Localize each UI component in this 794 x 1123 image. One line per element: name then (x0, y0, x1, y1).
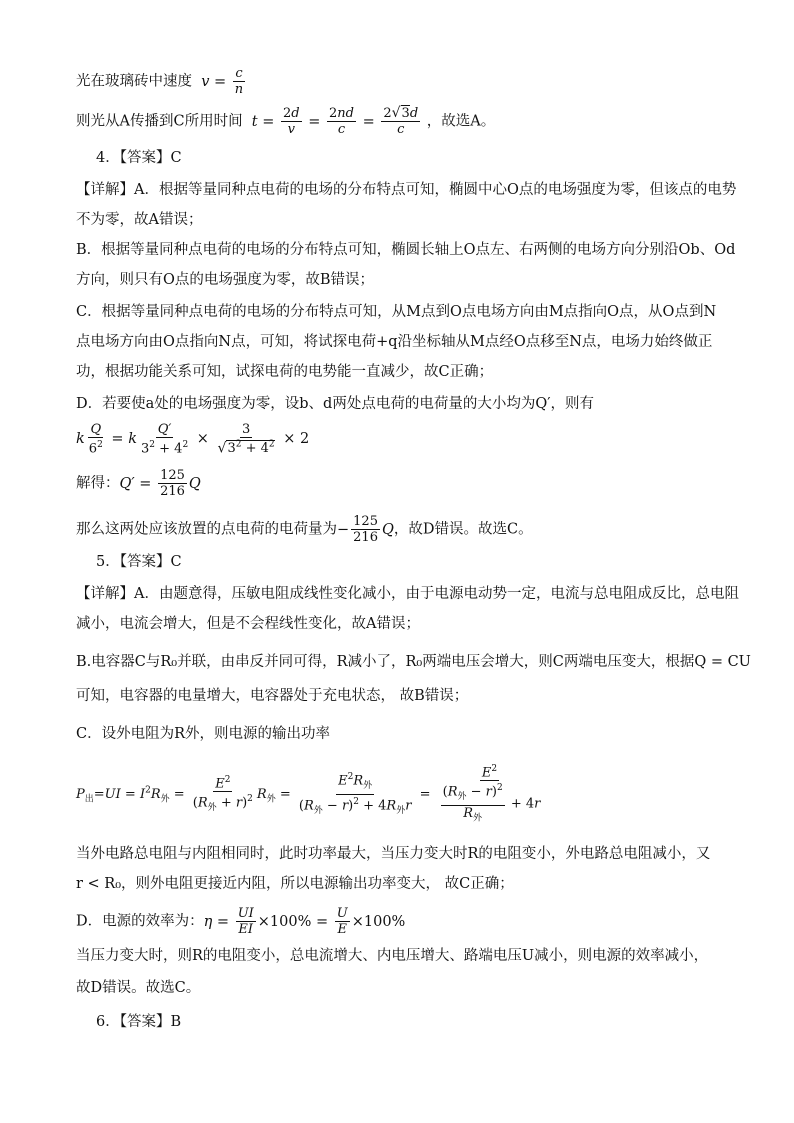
q4-detail-b1: B．根据等量同种点电荷的电场的分布特点可知，椭圆长轴上O点左、右两侧的电场方向分别沿Ob、Od (76, 242, 736, 258)
q4-field-equation: k $\frac{Q}{6^2}$ = k $\frac{Q'}{3^2 + 4^2}$ × $\frac{3}{√3^2 + 4^2}$ × 2 (76, 422, 310, 457)
q5-detail-a2: 减小，电流会增大，但是不会程线性变化，故A错误； (76, 616, 420, 632)
q4-detail-c3: 功，根据功能关系可知，试探电荷的电势能一直减少，故C正确； (76, 364, 494, 380)
q4-detail-b2: 方向，则只有O点的电场强度为零，故B错误； (76, 272, 375, 288)
q6-answer: 6．【答案】B (96, 1014, 182, 1030)
speed-line: 光在玻璃砖中速度 v = $\frac{c}{n}$ (76, 66, 247, 97)
q4-detail-c2: 点电场方向由O点指向N点，可知，将试探电荷+q沿坐标轴从M点经O点移至N点，电场力始终做正 (76, 334, 713, 350)
q4-detail-c1: C．根据等量同种点电荷的电场的分布特点可知，从M点到O点电场方向由M点指向O点，从O点到N (76, 304, 717, 320)
q5-detail-c3: 当外电路总电阻与内阻相同时，此时功率最大，当压力变大时R的电阻变小，外电路总电阻减小，又 (76, 846, 711, 862)
q5-power-equation: $P_出=UI = I^2R_外$ = $\frac{E^2}{(R_外 + r)^2}$ $R_外$ = $\frac{E^2R_外}{(R_外 - r)^2 + 4R_外r}$ = $E^2$ $\frac{(R_外 - r)^2}{R_外}$ + 4r (76, 764, 541, 824)
q5-detail-d2: 当压力变大时，则R的电阻变小，总电流增大、内电压增大、路端电压U减小，则电源的效率减小， (76, 948, 709, 964)
speed-formula: v = $\frac{c}{n}$ (201, 66, 244, 97)
q5-efficiency: D．电源的效率为：η = $\frac{UI}{EI}$ ×100% = $\frac{U}{E}$ ×100% (76, 906, 406, 937)
q4-solution: 解得：Q′ = $\frac{125}{216}$ Q (76, 468, 201, 499)
q5-answer: 5．【答案】C (96, 554, 182, 570)
time-formula: t = $\frac{2d}{v}$ = $\frac{2nd}{c}$ = $\frac{2√3d}{c}$ (251, 105, 419, 137)
q4-detail-a1: 【详解】A．根据等量同种点电荷的电场的分布特点可知，椭圆中心O点的电场强度为零，但该点的电势 (76, 182, 737, 198)
q5-detail-c4: r < R₀，则外电阻更接近内阻，所以电源输出功率变大， 故C正确； (76, 876, 514, 892)
q4-detail-a2: 不为零，故A错误； (76, 212, 203, 228)
q5-detail-a1: 【详解】A．由题意得，压敏电阻成线性变化减小，由于电源电动势一定，电流与总电阻成反比，总电阻 (76, 586, 739, 602)
q5-detail-b1: B.电容器C与R₀并联，由串反并同可得，R减小了，R₀两端电压会增大，则C两端电压变大，根据Q = CU (76, 654, 751, 670)
time-line: 则光从A传播到C所用时间 t = $\frac{2d}{v}$ = $\frac{2nd}{c}$ = $\frac{2√3d}{c}$ ，故选A。 (76, 105, 496, 137)
q5-detail-c1: C．设外电阻为R外，则电源的输出功率 (76, 726, 331, 742)
q4-detail-d1: D．若要使a处的电场强度为零，设b、d两处点电荷的电荷量的大小均为Q′，则有 (76, 396, 595, 412)
q4-answer: 4．【答案】C (96, 150, 182, 166)
q4-conclusion: 那么这两处应该放置的点电荷的电荷量为− $\frac{125}{216}$ Q，故D错误。故选C。 (76, 514, 533, 545)
q5-detail-b2: 可知，电容器的电量增大，电容器处于充电状态， 故B错误； (76, 688, 469, 704)
q5-detail-d3: 故D错误。故选C。 (76, 980, 201, 996)
